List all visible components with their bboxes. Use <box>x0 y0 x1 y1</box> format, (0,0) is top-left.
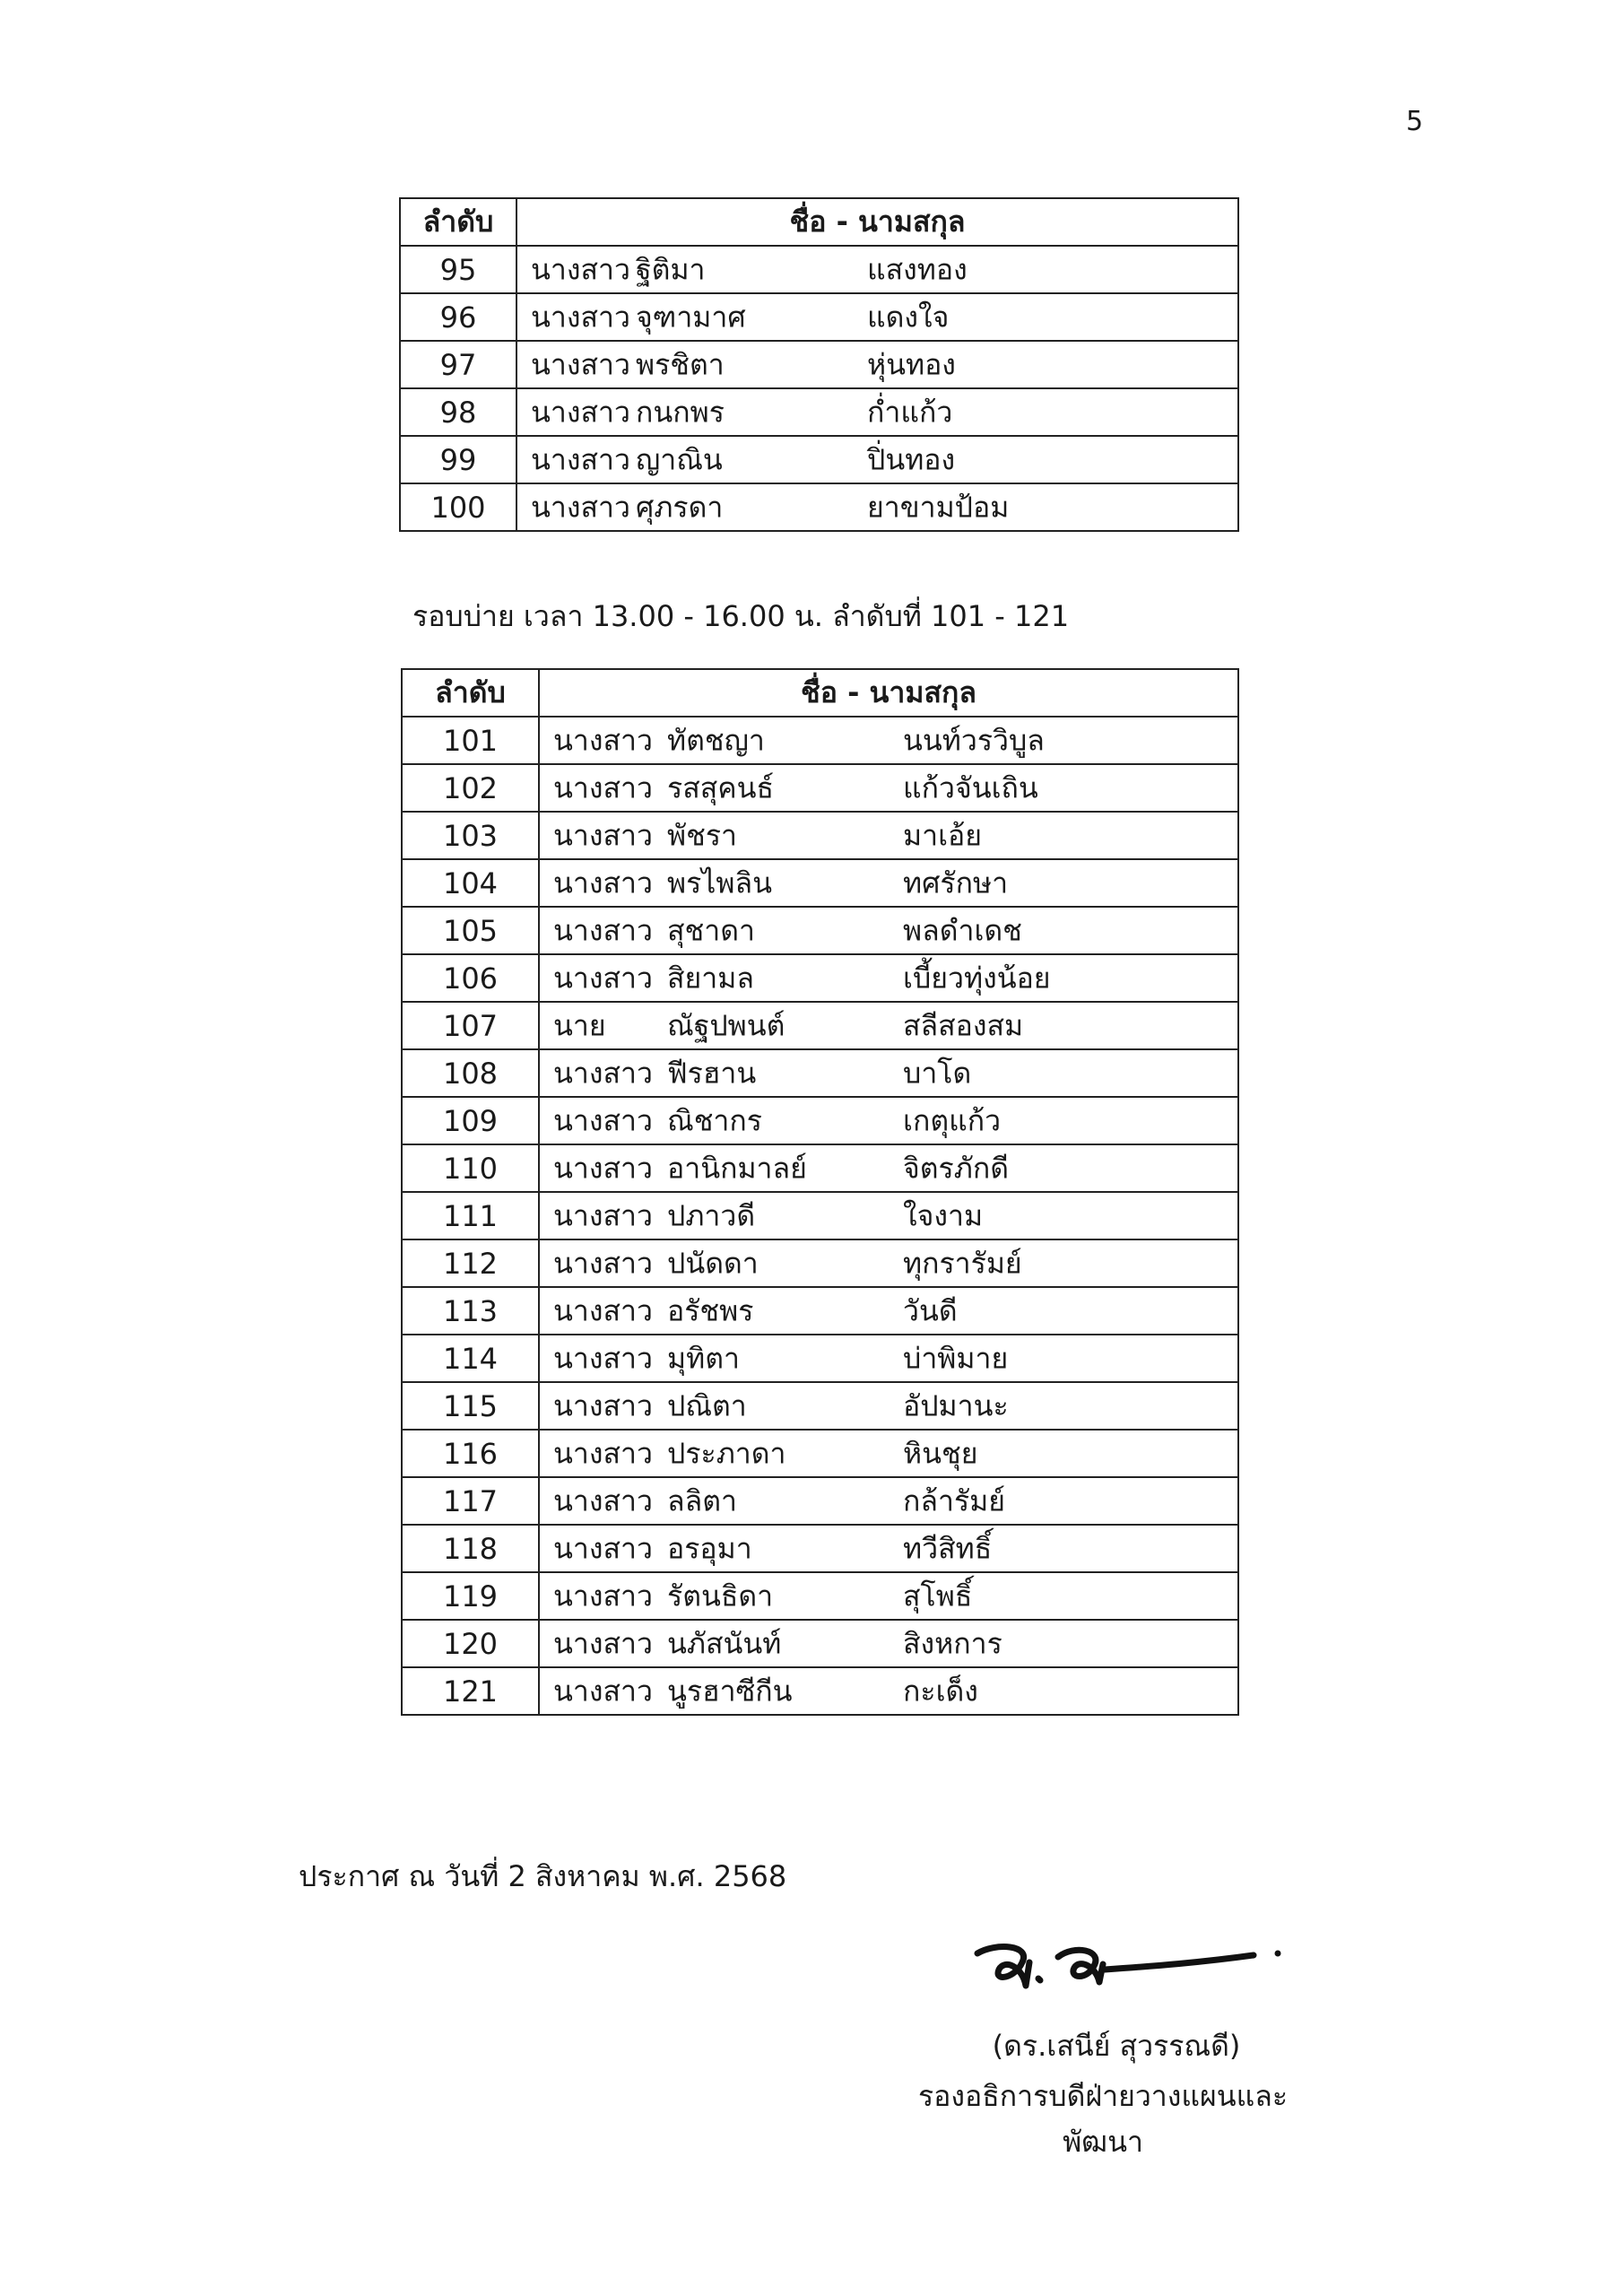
name-title: นางสาว <box>531 442 630 476</box>
signer-position: รองอธิการบดีฝ่ายวางแผนและพัฒนา <box>917 2079 1289 2159</box>
last-name: ทศรักษา <box>903 865 1009 900</box>
first-name: ประภาดา <box>667 1436 786 1470</box>
name-title: นางสาว <box>553 1483 653 1518</box>
last-name: บาโด <box>903 1056 972 1090</box>
table-row <box>400 293 1238 341</box>
row-number: 98 <box>400 388 516 436</box>
row-full-name <box>516 483 1238 531</box>
row-number: 112 <box>402 1239 539 1287</box>
name-title: นาย <box>553 1008 606 1042</box>
row-number: 117 <box>402 1477 539 1525</box>
last-name: สลีสองสม <box>903 1008 1024 1042</box>
table-row <box>402 907 1238 954</box>
first-name: อรัชพร <box>667 1293 754 1327</box>
row-full-name <box>539 1144 1238 1192</box>
row-number: 105 <box>402 907 539 954</box>
session-caption: รอบบ่าย เวลา 13.00 - 16.00 น. ลำดับที่ 101 - 121 <box>412 599 1070 633</box>
row-number: 108 <box>402 1049 539 1097</box>
row-number: 115 <box>402 1382 539 1430</box>
first-name: ปณิตา <box>667 1388 747 1422</box>
table-row <box>402 1192 1238 1239</box>
table-row <box>402 954 1238 1002</box>
table-row <box>402 764 1238 812</box>
last-name: พลดำเดช <box>903 913 1022 947</box>
table-row <box>402 1667 1238 1715</box>
last-name: มาเอ้ย <box>903 818 982 852</box>
table-row <box>402 1287 1238 1335</box>
last-name: เบี้ยวทุ่งน้อย <box>903 961 1051 995</box>
row-full-name <box>516 293 1238 341</box>
name-title: นางสาว <box>531 347 630 381</box>
table-row <box>402 1239 1238 1287</box>
table-row <box>402 812 1238 859</box>
row-full-name <box>539 1430 1238 1477</box>
first-name: นูรฮาซีกีน <box>667 1674 793 1708</box>
first-name: ญาณิน <box>636 442 723 476</box>
table-row <box>402 1382 1238 1430</box>
row-number: 96 <box>400 293 516 341</box>
row-number: 113 <box>402 1287 539 1335</box>
last-name: ปิ่นทอง <box>867 442 956 476</box>
name-title: นางสาว <box>553 1198 653 1232</box>
last-name: ก่ำแก้ว <box>867 395 953 429</box>
table-row <box>402 1620 1238 1667</box>
last-name: อัปมานะ <box>903 1388 1009 1422</box>
row-number: 102 <box>402 764 539 812</box>
name-title: นางสาว <box>553 1056 653 1090</box>
first-name: ทัตชญา <box>667 723 765 757</box>
row-full-name <box>539 1525 1238 1572</box>
name-title: นางสาว <box>553 1293 653 1327</box>
afternoon-roster-table <box>401 668 1239 1716</box>
name-title: นางสาว <box>553 913 653 947</box>
name-title: นางสาว <box>553 1388 653 1422</box>
header-name: ชื่อ - นามสกุล <box>539 669 1238 717</box>
table-header-row <box>402 669 1238 717</box>
first-name: ณิชากร <box>667 1103 762 1137</box>
row-full-name <box>539 812 1238 859</box>
row-full-name <box>539 717 1238 764</box>
first-name: ปนัดดา <box>667 1246 759 1280</box>
row-full-name <box>516 388 1238 436</box>
last-name: บ่าพิมาย <box>903 1341 1009 1375</box>
name-title: นางสาว <box>553 1436 653 1470</box>
last-name: หุ่นทอง <box>867 347 956 381</box>
name-title: นางสาว <box>553 1578 653 1613</box>
name-title: นางสาว <box>531 300 630 334</box>
last-name: สุโพธิ์ <box>903 1578 973 1613</box>
name-title: นางสาว <box>553 1246 653 1280</box>
first-name: ฐิติมา <box>636 252 706 286</box>
table-row <box>402 859 1238 907</box>
header-no: ลำดับ <box>402 669 539 717</box>
last-name: เกตุแก้ว <box>903 1103 1002 1137</box>
row-number: 95 <box>400 246 516 293</box>
row-full-name <box>539 1287 1238 1335</box>
first-name: ปภาวดี <box>667 1198 756 1232</box>
table-row <box>402 1049 1238 1097</box>
row-number: 106 <box>402 954 539 1002</box>
page-number: 5 <box>1406 106 1424 137</box>
name-title: นางสาว <box>531 490 630 524</box>
first-name: อานิกมาลย์ <box>667 1151 807 1185</box>
row-full-name <box>539 1620 1238 1667</box>
last-name: ยาขามป้อม <box>867 490 1010 524</box>
last-name: แก้วจันเถิน <box>903 770 1038 804</box>
row-number: 121 <box>402 1667 539 1715</box>
row-full-name <box>539 859 1238 907</box>
row-full-name <box>539 1049 1238 1097</box>
row-number: 109 <box>402 1097 539 1144</box>
last-name: ทวีสิทธิ์ <box>903 1531 993 1565</box>
table-row <box>402 1144 1238 1192</box>
last-name: จิตรภักดี <box>903 1151 1009 1185</box>
first-name: ลลิตา <box>667 1483 737 1518</box>
first-name: สุชาดา <box>667 913 755 947</box>
first-name: กนกพร <box>636 395 725 429</box>
row-number: 100 <box>400 483 516 531</box>
table-row <box>400 483 1238 531</box>
first-name: นภัสนันท์ <box>667 1626 782 1660</box>
name-title: นางสาว <box>553 865 653 900</box>
last-name: นนท์วรวิบูล <box>903 723 1045 757</box>
name-title: นางสาว <box>553 1341 653 1375</box>
row-number: 99 <box>400 436 516 483</box>
table-row <box>400 388 1238 436</box>
row-full-name <box>516 341 1238 388</box>
name-title: นางสาว <box>553 1103 653 1137</box>
row-full-name <box>539 1572 1238 1620</box>
name-title: นางสาว <box>553 723 653 757</box>
table-row <box>402 1097 1238 1144</box>
name-title: นางสาว <box>553 1531 653 1565</box>
name-title: นางสาว <box>531 395 630 429</box>
table-row <box>400 341 1238 388</box>
name-title: นางสาว <box>553 1151 653 1185</box>
first-name: ฟีรฮาน <box>667 1056 757 1090</box>
last-name: แสงทอง <box>867 252 968 286</box>
row-number: 104 <box>402 859 539 907</box>
table-row <box>402 1572 1238 1620</box>
table-row <box>402 1002 1238 1049</box>
row-number: 107 <box>402 1002 539 1049</box>
header-no: ลำดับ <box>400 198 516 246</box>
first-name: มุทิตา <box>667 1341 740 1375</box>
last-name: วันดี <box>903 1293 958 1327</box>
last-name: ทุกรารัมย์ <box>903 1246 1022 1280</box>
row-number: 116 <box>402 1430 539 1477</box>
first-name: พัชรา <box>667 818 737 852</box>
name-title: นางสาว <box>553 1674 653 1708</box>
row-full-name <box>539 1192 1238 1239</box>
first-name: พรไพลิน <box>667 865 772 900</box>
table-row <box>402 1430 1238 1477</box>
last-name: ใจงาม <box>903 1198 984 1232</box>
first-name: ศุภรดา <box>636 490 724 524</box>
first-name: จุฑามาศ <box>636 300 746 334</box>
row-full-name <box>539 1239 1238 1287</box>
table-row <box>402 1335 1238 1382</box>
first-name: สิยามล <box>667 961 754 995</box>
first-name: อรอุมา <box>667 1531 752 1565</box>
name-title: นางสาว <box>531 252 630 286</box>
row-full-name <box>539 1097 1238 1144</box>
row-number: 114 <box>402 1335 539 1382</box>
last-name: กะเด็ง <box>903 1674 978 1708</box>
announcement-date: ประกาศ ณ วันที่ 2 สิงหาคม พ.ศ. 2568 <box>299 1859 787 1893</box>
name-title: นางสาว <box>553 1626 653 1660</box>
row-full-name <box>539 1477 1238 1525</box>
signer-name: (ดร.เสนีย์ สุวรรณดี) <box>992 2029 1241 2063</box>
last-name: แดงใจ <box>867 300 950 334</box>
last-name: สิงหการ <box>903 1626 1002 1660</box>
name-title: นางสาว <box>553 961 653 995</box>
row-full-name <box>539 764 1238 812</box>
table-row <box>402 717 1238 764</box>
name-title: นางสาว <box>553 770 653 804</box>
table-row <box>400 436 1238 483</box>
table-row <box>400 246 1238 293</box>
row-full-name <box>516 436 1238 483</box>
row-full-name <box>539 954 1238 1002</box>
handwritten-signature <box>968 1926 1291 2007</box>
header-name: ชื่อ - นามสกุล <box>516 198 1238 246</box>
row-full-name <box>516 246 1238 293</box>
row-full-name <box>539 1335 1238 1382</box>
table-row <box>402 1525 1238 1572</box>
row-number: 110 <box>402 1144 539 1192</box>
table-header-row <box>400 198 1238 246</box>
name-title: นางสาว <box>553 818 653 852</box>
row-number: 97 <box>400 341 516 388</box>
row-full-name <box>539 1002 1238 1049</box>
first-name: พรชิตา <box>636 347 725 381</box>
last-name: กล้ารัมย์ <box>903 1483 1005 1518</box>
row-number: 101 <box>402 717 539 764</box>
row-full-name <box>539 907 1238 954</box>
first-name: ณัฐปพนต์ <box>667 1008 785 1042</box>
row-number: 119 <box>402 1572 539 1620</box>
first-name: รัตนธิดา <box>667 1578 774 1613</box>
row-number: 118 <box>402 1525 539 1572</box>
row-full-name <box>539 1667 1238 1715</box>
row-full-name <box>539 1382 1238 1430</box>
row-number: 120 <box>402 1620 539 1667</box>
last-name: หินชุย <box>903 1436 978 1470</box>
row-number: 103 <box>402 812 539 859</box>
first-name: รสสุคนธ์ <box>667 770 775 804</box>
table-row <box>402 1477 1238 1525</box>
row-number: 111 <box>402 1192 539 1239</box>
morning-roster-table <box>399 197 1239 532</box>
